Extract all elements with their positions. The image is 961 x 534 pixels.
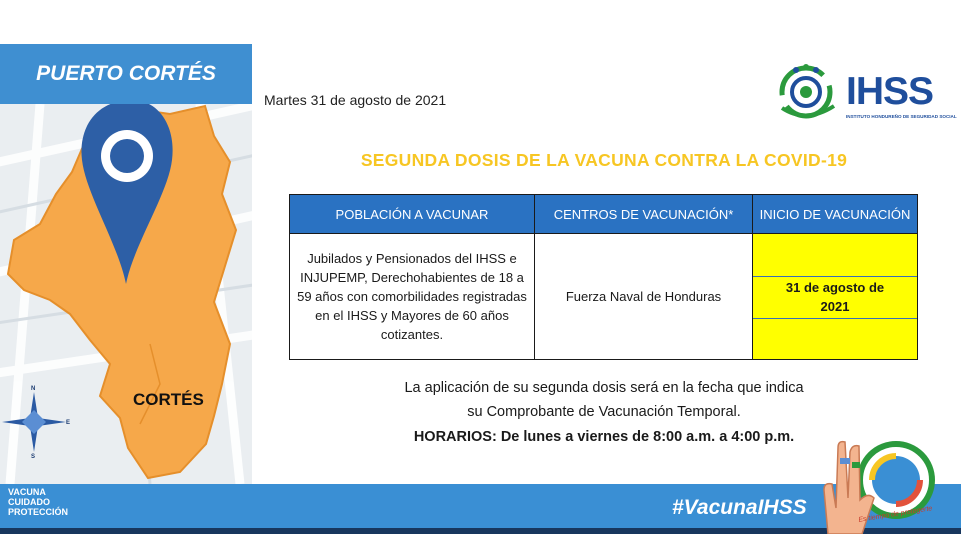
cell-start-date (753, 234, 918, 360)
cell-divider (753, 276, 917, 277)
schedule-hours: HORARIOS: De lunes a viernes de 8:00 a.m. a 4:00 p.m. (413, 429, 795, 445)
header-population: POBLACIÓN A VACUNAR (290, 195, 535, 234)
top-strip (0, 0, 961, 44)
publication-date: Martes 31 de agosto de 2021 (264, 92, 447, 108)
vaccination-table (289, 194, 918, 360)
compass-south-label: S (31, 454, 36, 460)
map-panel (0, 44, 252, 484)
department-label: CORTÉS (133, 390, 204, 409)
slogan: Es tiempo de protegerte (857, 505, 933, 524)
start-date-text: 31 de agosto de 2021 (785, 279, 885, 314)
logo-name: IHSS (846, 70, 934, 113)
header-centers: CENTROS DE VACUNACIÓN* (535, 195, 753, 234)
map-illustration (0, 44, 252, 484)
region-title: PUERTO CORTÉS (0, 44, 252, 104)
header-start: INICIO DE VACUNACIÓN (753, 195, 918, 234)
cell-divider (753, 318, 917, 319)
compass-north-label: N (31, 386, 36, 392)
table-header-row (290, 195, 918, 234)
campaign-logo (8, 487, 88, 517)
hashtag: #VacunaIHSS (672, 496, 807, 519)
campaign-line-2: CUIDADO (8, 497, 50, 507)
dose-note (290, 376, 918, 424)
table-row (290, 234, 918, 360)
cell-population: Jubilados y Pensionados del IHSS e INJUPEMP, Derechohabientes de 18 a 59 años con comorbilidades registradas en el IHSS y Mayores de 60 años cotizantes. (290, 234, 535, 360)
headline: SEGUNDA DOSIS DE LA VACUNA CONTRA LA COVID-19 (360, 150, 848, 170)
dose-note-line-1: La aplicación de su segunda dosis será en la fecha que indica (404, 380, 804, 396)
dose-note-line-2: su Comprobante de Vacunación Temporal. (467, 404, 741, 420)
cell-center: Fuerza Naval de Honduras (535, 234, 753, 360)
campaign-line-1: VACUNA (8, 487, 46, 497)
campaign-line-3: PROTECCIÓN (8, 507, 69, 517)
compass-east-label: E (66, 420, 71, 426)
logo-subtitle: INSTITUTO HONDUREÑO DE SEGURIDAD SOCIAL (846, 114, 957, 119)
